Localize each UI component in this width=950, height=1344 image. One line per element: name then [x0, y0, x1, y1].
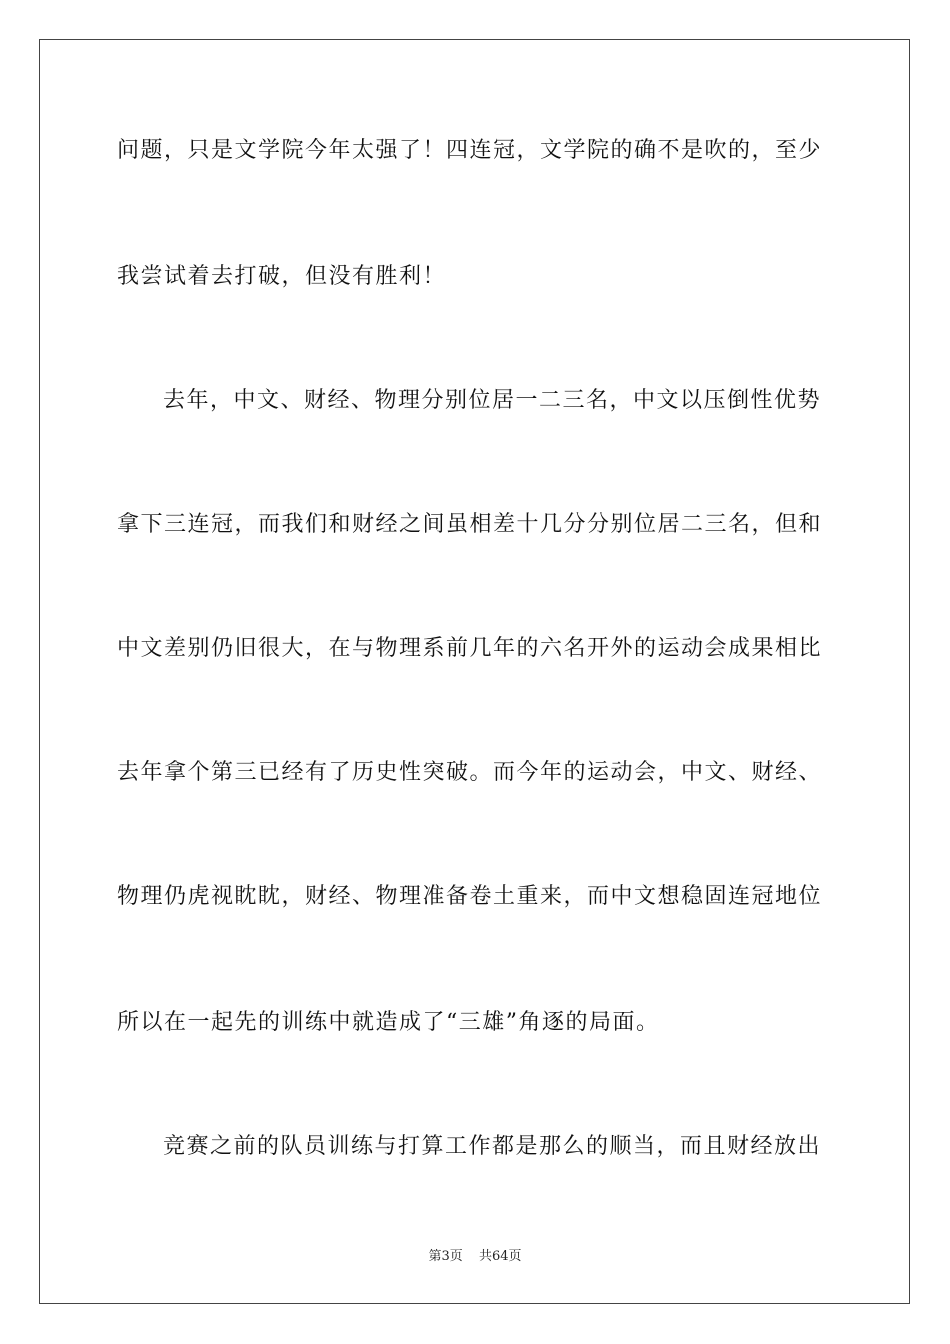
paragraph-line: 物理仍虎视眈眈，财经、物理准备卷土重来，而中文想稳固连冠地位: [117, 884, 823, 909]
page-number: 第3页: [428, 1249, 463, 1264]
page-total: 共64页: [478, 1249, 522, 1264]
paragraph-line: 去年，中文、财经、物理分别位居一二三名，中文以压倒性优势: [163, 388, 822, 413]
paragraph-line: 问题，只是文学院今年太强了！四连冠，文学院的确不是吹的，至少: [117, 138, 823, 163]
paragraph-line: 中文差别仍旧很大，在与物理系前几年的六名开外的运动会成果相比: [117, 636, 823, 661]
paragraph-line: 去年拿个第三已经有了历史性突破。而今年的运动会，中文、财经、: [117, 760, 823, 785]
paragraph-line: 竞赛之前的队员训练与打算工作都是那么的顺当，而且财经放出: [163, 1134, 822, 1159]
paragraph-line: 所以在一起先的训练中就造成了“三雄”角逐的局面。: [117, 1010, 660, 1035]
paragraph-line: 我尝试着去打破，但没有胜利！: [117, 264, 447, 289]
page-footer: [0, 1248, 950, 1266]
page-border: [39, 39, 910, 1304]
paragraph-line: 拿下三连冠，而我们和财经之间虽相差十几分分别位居二三名，但和: [117, 512, 823, 537]
